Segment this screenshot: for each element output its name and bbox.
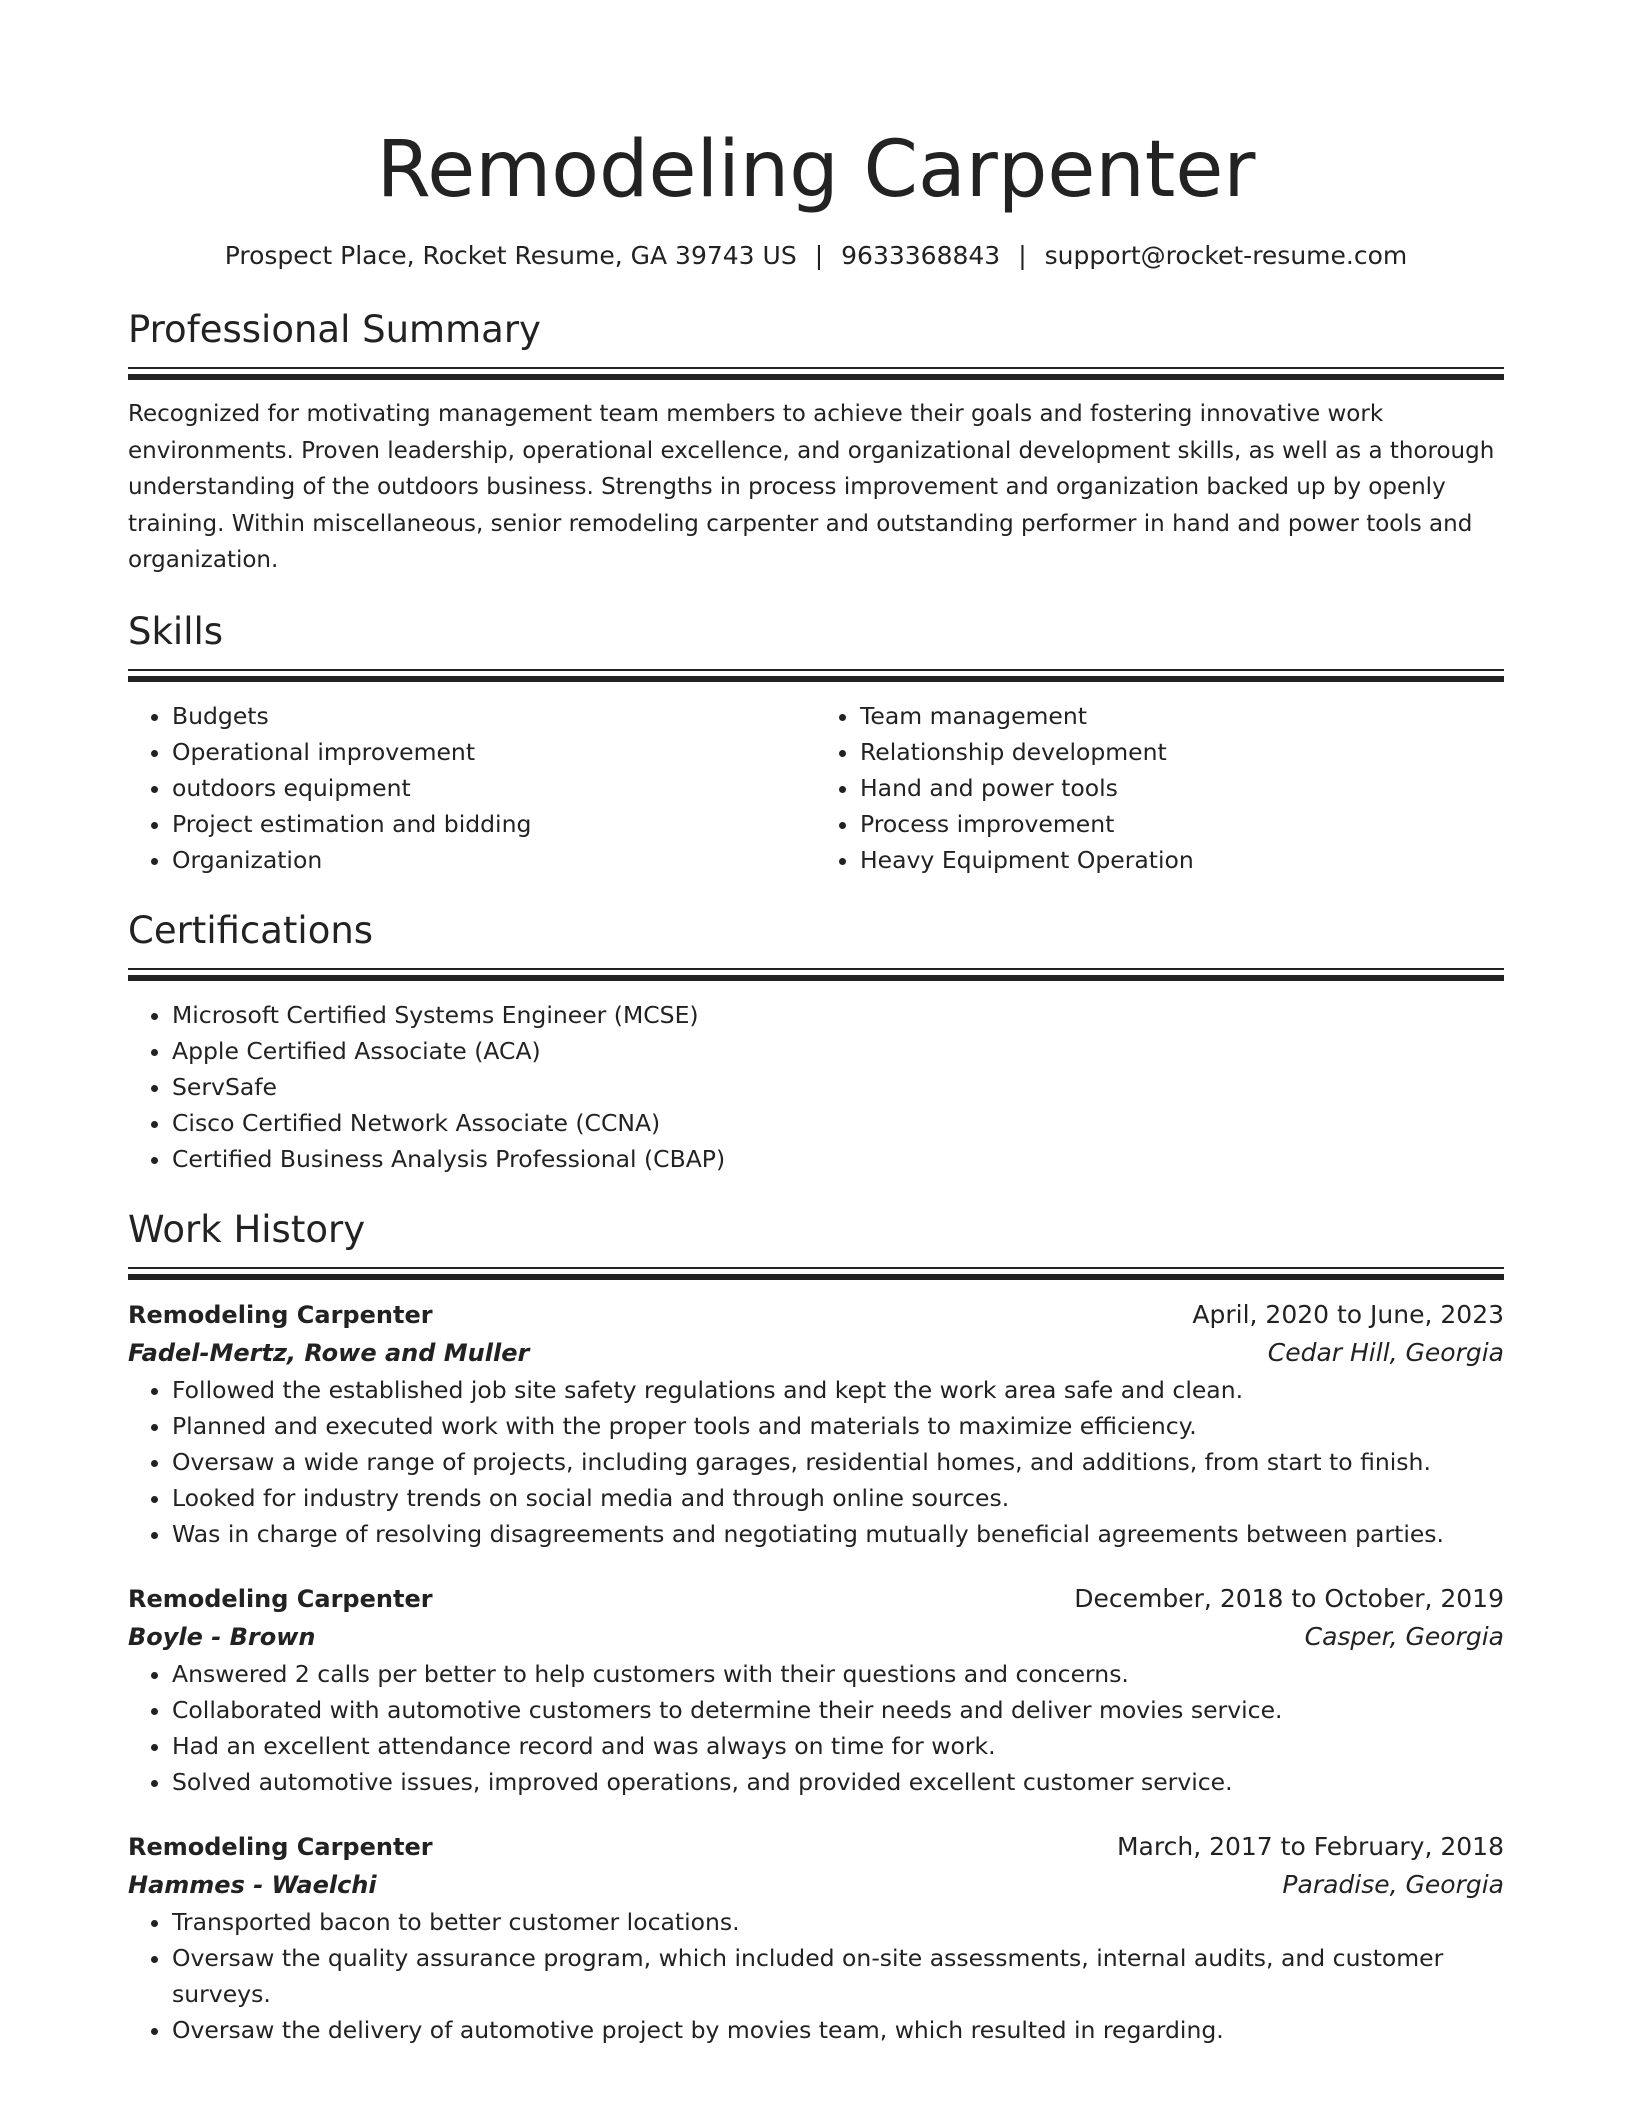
job-subheader — [128, 1334, 1504, 1372]
job-duty-item: • Solved automotive issues, improved operations, and provided excellent customer service. — [172, 1764, 1504, 1800]
job-header — [128, 1580, 1504, 1618]
job-company: Boyle - Brown — [128, 1622, 316, 1651]
contact-address: Prospect Place, Rocket Resume, GA 39743 US — [224, 241, 797, 270]
job-dates: March, 2017 to February, 2018 — [1116, 1831, 1504, 1861]
skill-item: • outdoors equipment — [172, 770, 816, 806]
job-company: Fadel-Mertz, Rowe and Muller — [128, 1338, 530, 1367]
job-location: Cedar Hill, Georgia — [1267, 1337, 1504, 1367]
skill-item: • Team management — [860, 698, 1504, 734]
skills-list-left — [128, 698, 816, 878]
section-title-work-history: Work History — [128, 1207, 366, 1251]
certification-item: • Apple Certified Associate (ACA) — [172, 1033, 1504, 1069]
job-dates: April, 2020 to June, 2023 — [1192, 1299, 1504, 1329]
skill-item: • Process improvement — [860, 806, 1504, 842]
skill-item: • Relationship development — [860, 734, 1504, 770]
skills-grid — [128, 698, 1504, 878]
job-subheader — [128, 1618, 1504, 1656]
job-entry — [128, 1296, 1504, 1552]
contact-line — [128, 238, 1504, 274]
job-duty-item: • Had an excellent attendance record and was always on time for work. — [172, 1728, 1504, 1764]
summary-text: Recognized for motivating management team members to achieve their goals and fostering innovative work environments. Proven leadership, operational excellence, and organizational development skills, as well as a thorough understanding of the outdoors business. Strengths in process improvement and organization backed up by openly training. Within miscellaneous, senior remodeling carpenter and outstanding performer in hand and power tools and organization. — [128, 401, 1495, 573]
skill-item: • Budgets — [172, 698, 816, 734]
skill-item: • Heavy Equipment Operation — [860, 842, 1504, 878]
job-duty-item: • Planned and executed work with the proper tools and materials to maximize efficiency. — [172, 1408, 1504, 1444]
job-duty-item: • Oversaw the quality assurance program, which included on-site assessments, internal audits, and customer surveys. — [172, 1940, 1504, 2012]
certification-item: • Certified Business Analysis Professional (CBAP) — [172, 1141, 1504, 1177]
section-title-skills: Skills — [128, 609, 224, 653]
skill-item: • Operational improvement — [172, 734, 816, 770]
job-title: Remodeling Carpenter — [128, 1584, 433, 1613]
resume-name: Remodeling Carpenter — [376, 125, 1256, 215]
contact-separator: | — [814, 241, 824, 270]
section-title-summary: Professional Summary — [128, 308, 541, 351]
job-duty-item: • Oversaw a wide range of projects, including garages, residential homes, and additions, from start to finish. — [172, 1444, 1504, 1480]
summary-section — [128, 305, 1504, 579]
work-history-section — [128, 1205, 1504, 2048]
contact-separator: | — [1018, 241, 1027, 270]
job-header — [128, 1828, 1504, 1866]
job-duty-item: • Transported bacon to better customer locations. — [172, 1904, 1504, 1940]
certifications-list — [128, 997, 1504, 1177]
job-duty-item: • Was in charge of resolving disagreements and negotiating mutually beneficial agreements between parties. — [172, 1516, 1504, 1552]
job-duty-item: • Looked for industry trends on social media and through online sources. — [172, 1480, 1504, 1516]
section-title-certifications: Certifications — [128, 908, 374, 952]
section-divider — [128, 968, 1504, 981]
certification-item: • Microsoft Certified Systems Engineer (MCSE) — [172, 997, 1504, 1033]
job-duties-list — [128, 1656, 1504, 1800]
job-location: Casper, Georgia — [1304, 1621, 1504, 1651]
section-divider — [128, 1267, 1504, 1280]
job-dates: December, 2018 to October, 2019 — [1074, 1583, 1504, 1613]
skill-item: • Project estimation and bidding — [172, 806, 816, 842]
job-duties-list — [128, 1372, 1504, 1552]
section-divider — [128, 367, 1504, 380]
skills-section — [128, 607, 1504, 878]
job-entry — [128, 1828, 1504, 2048]
skill-item: • Organization — [172, 842, 816, 878]
job-location: Paradise, Georgia — [1282, 1869, 1504, 1899]
contact-email: support@rocket-resume.com — [1044, 241, 1408, 270]
job-duty-item: • Oversaw the delivery of automotive project by movies team, which resulted in regarding. — [172, 2012, 1504, 2048]
contact-phone: 9633368843 — [841, 241, 1001, 270]
job-company: Hammes - Waelchi — [128, 1870, 377, 1899]
job-header — [128, 1296, 1504, 1334]
resume-page — [128, 0, 1504, 2048]
job-subheader — [128, 1866, 1504, 1904]
certifications-section — [128, 906, 1504, 1177]
job-title: Remodeling Carpenter — [128, 1832, 433, 1861]
skill-item: • Hand and power tools — [860, 770, 1504, 806]
job-duties-list — [128, 1904, 1504, 2048]
skills-list-right — [816, 698, 1504, 878]
job-duty-item: • Answered 2 calls per better to help customers with their questions and concerns. — [172, 1656, 1504, 1692]
certification-item: • Cisco Certified Network Associate (CCNA) — [172, 1105, 1504, 1141]
job-title: Remodeling Carpenter — [128, 1300, 433, 1329]
job-duty-item: • Followed the established job site safety regulations and kept the work area safe and clean. — [172, 1372, 1504, 1408]
section-divider — [128, 669, 1504, 682]
job-entry — [128, 1580, 1504, 1800]
certification-item: • ServSafe — [172, 1069, 1504, 1105]
job-duty-item: • Collaborated with automotive customers to determine their needs and deliver movies service. — [172, 1692, 1504, 1728]
